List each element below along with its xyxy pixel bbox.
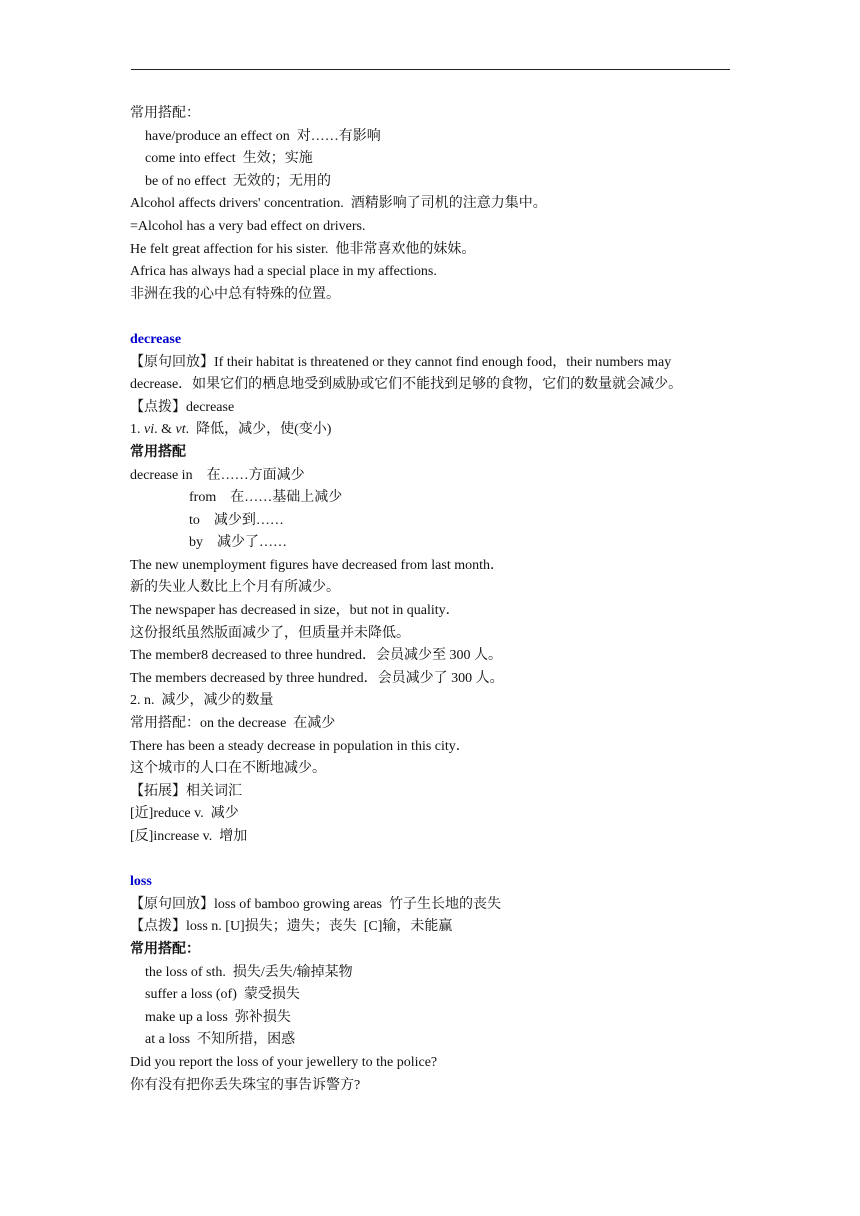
spacer [130, 306, 732, 329]
collocation-item: suffer a loss (of) 蒙受损失 [145, 987, 300, 1003]
word-heading-decrease: decrease [130, 331, 182, 347]
collocation-line: 常用搭配：on the decrease 在减少 [130, 716, 336, 732]
example-sentence: Africa has always had a special place in my affections. [130, 264, 437, 280]
collocation-item: have/produce an effect on 对……有影响 [145, 128, 381, 144]
example-sentence: The member8 decreased to three hundred．会员减少至 300 人。 [130, 648, 503, 664]
part-of-speech: vi [144, 422, 155, 438]
part-of-speech: vt [175, 422, 186, 438]
def-meaning: . 降低，减少，使(变小) [185, 422, 332, 438]
header-rule [131, 69, 730, 70]
spacer [130, 849, 732, 872]
document-body [130, 103, 732, 1097]
collocations-label: 常用搭配： [130, 106, 200, 121]
phrase-item: to 减少到…… [189, 512, 284, 528]
extension-label: 【拓展】相关词汇 [130, 783, 242, 799]
collocation-item: make up a loss 弥补损失 [145, 1009, 291, 1025]
example-sentence: The newspaper has decreased in size，but not in quality． [130, 603, 460, 619]
example-translation: 这个城市的人口在不断地减少。 [130, 761, 326, 777]
synonym-line: [近]reduce v. 减少 [130, 806, 239, 822]
collocation-item: be of no effect 无效的；无用的 [145, 173, 331, 189]
tip-line: 【点拨】decrease [130, 399, 235, 415]
example-translation: 这份报纸虽然版面减少了，但质量并未降低。 [130, 625, 410, 641]
original-sentence: 【原句回放】loss of bamboo growing areas 竹子生长地的丧失 [130, 896, 501, 912]
collocations-label: 常用搭配 [130, 444, 186, 460]
antonym-line: [反]increase v. 增加 [130, 829, 248, 844]
def-number: 1. [130, 422, 144, 438]
phrase-item: by 减少了…… [189, 535, 287, 551]
collocation-item: the loss of sth. 损失/丢失/输掉某物 [145, 964, 353, 980]
word-heading-loss: loss [130, 874, 152, 890]
def-separator: . & [154, 422, 176, 438]
example-translation: 新的失业人数比上个月有所减少。 [130, 580, 340, 596]
phrase-item: decrease in 在……方面减少 [130, 467, 305, 483]
example-sentence: The new unemployment figures have decreased from last month． [130, 557, 504, 573]
tip-line: 【点拨】loss n. [U]损失；遗失；丧失 [C]输，未能赢 [130, 919, 453, 935]
collocation-item: at a loss 不知所措，困惑 [145, 1032, 296, 1048]
example-sentence: There has been a steady decrease in population in this city． [130, 738, 470, 754]
example-sentence: He felt great affection for his sister. 他非常喜欢他的妹妹。 [130, 241, 476, 257]
phrase-item: from 在……基础上减少 [189, 490, 343, 506]
example-sentence: Did you report the loss of your jewellery to the police? [130, 1054, 438, 1070]
collocations-label: 常用搭配： [130, 941, 200, 957]
definition-2: 2. n. 减少，减少的数量 [130, 693, 274, 709]
example-sentence: =Alcohol has a very bad effect on drivers. [130, 218, 366, 234]
original-sentence: 【原句回放】If their habitat is threatened or they cannot find enough food，their numbers may decrease．如果它们的栖息地受到威胁或它们不能找到足够的食物，它们的数量就会减少。 [130, 354, 683, 393]
example-translation: 你有没有把你丢失珠宝的事告诉警方? [130, 1077, 361, 1093]
example-sentence: The members decreased by three hundred．会员减少了 300 人。 [130, 670, 504, 686]
collocation-item: come into effect 生效；实施 [145, 151, 313, 167]
definition-1 [130, 419, 732, 442]
example-sentence: Alcohol affects drivers' concentration. 酒精影响了司机的注意力集中。 [130, 196, 547, 212]
example-translation: 非洲在我的心中总有特殊的位置。 [130, 286, 340, 302]
